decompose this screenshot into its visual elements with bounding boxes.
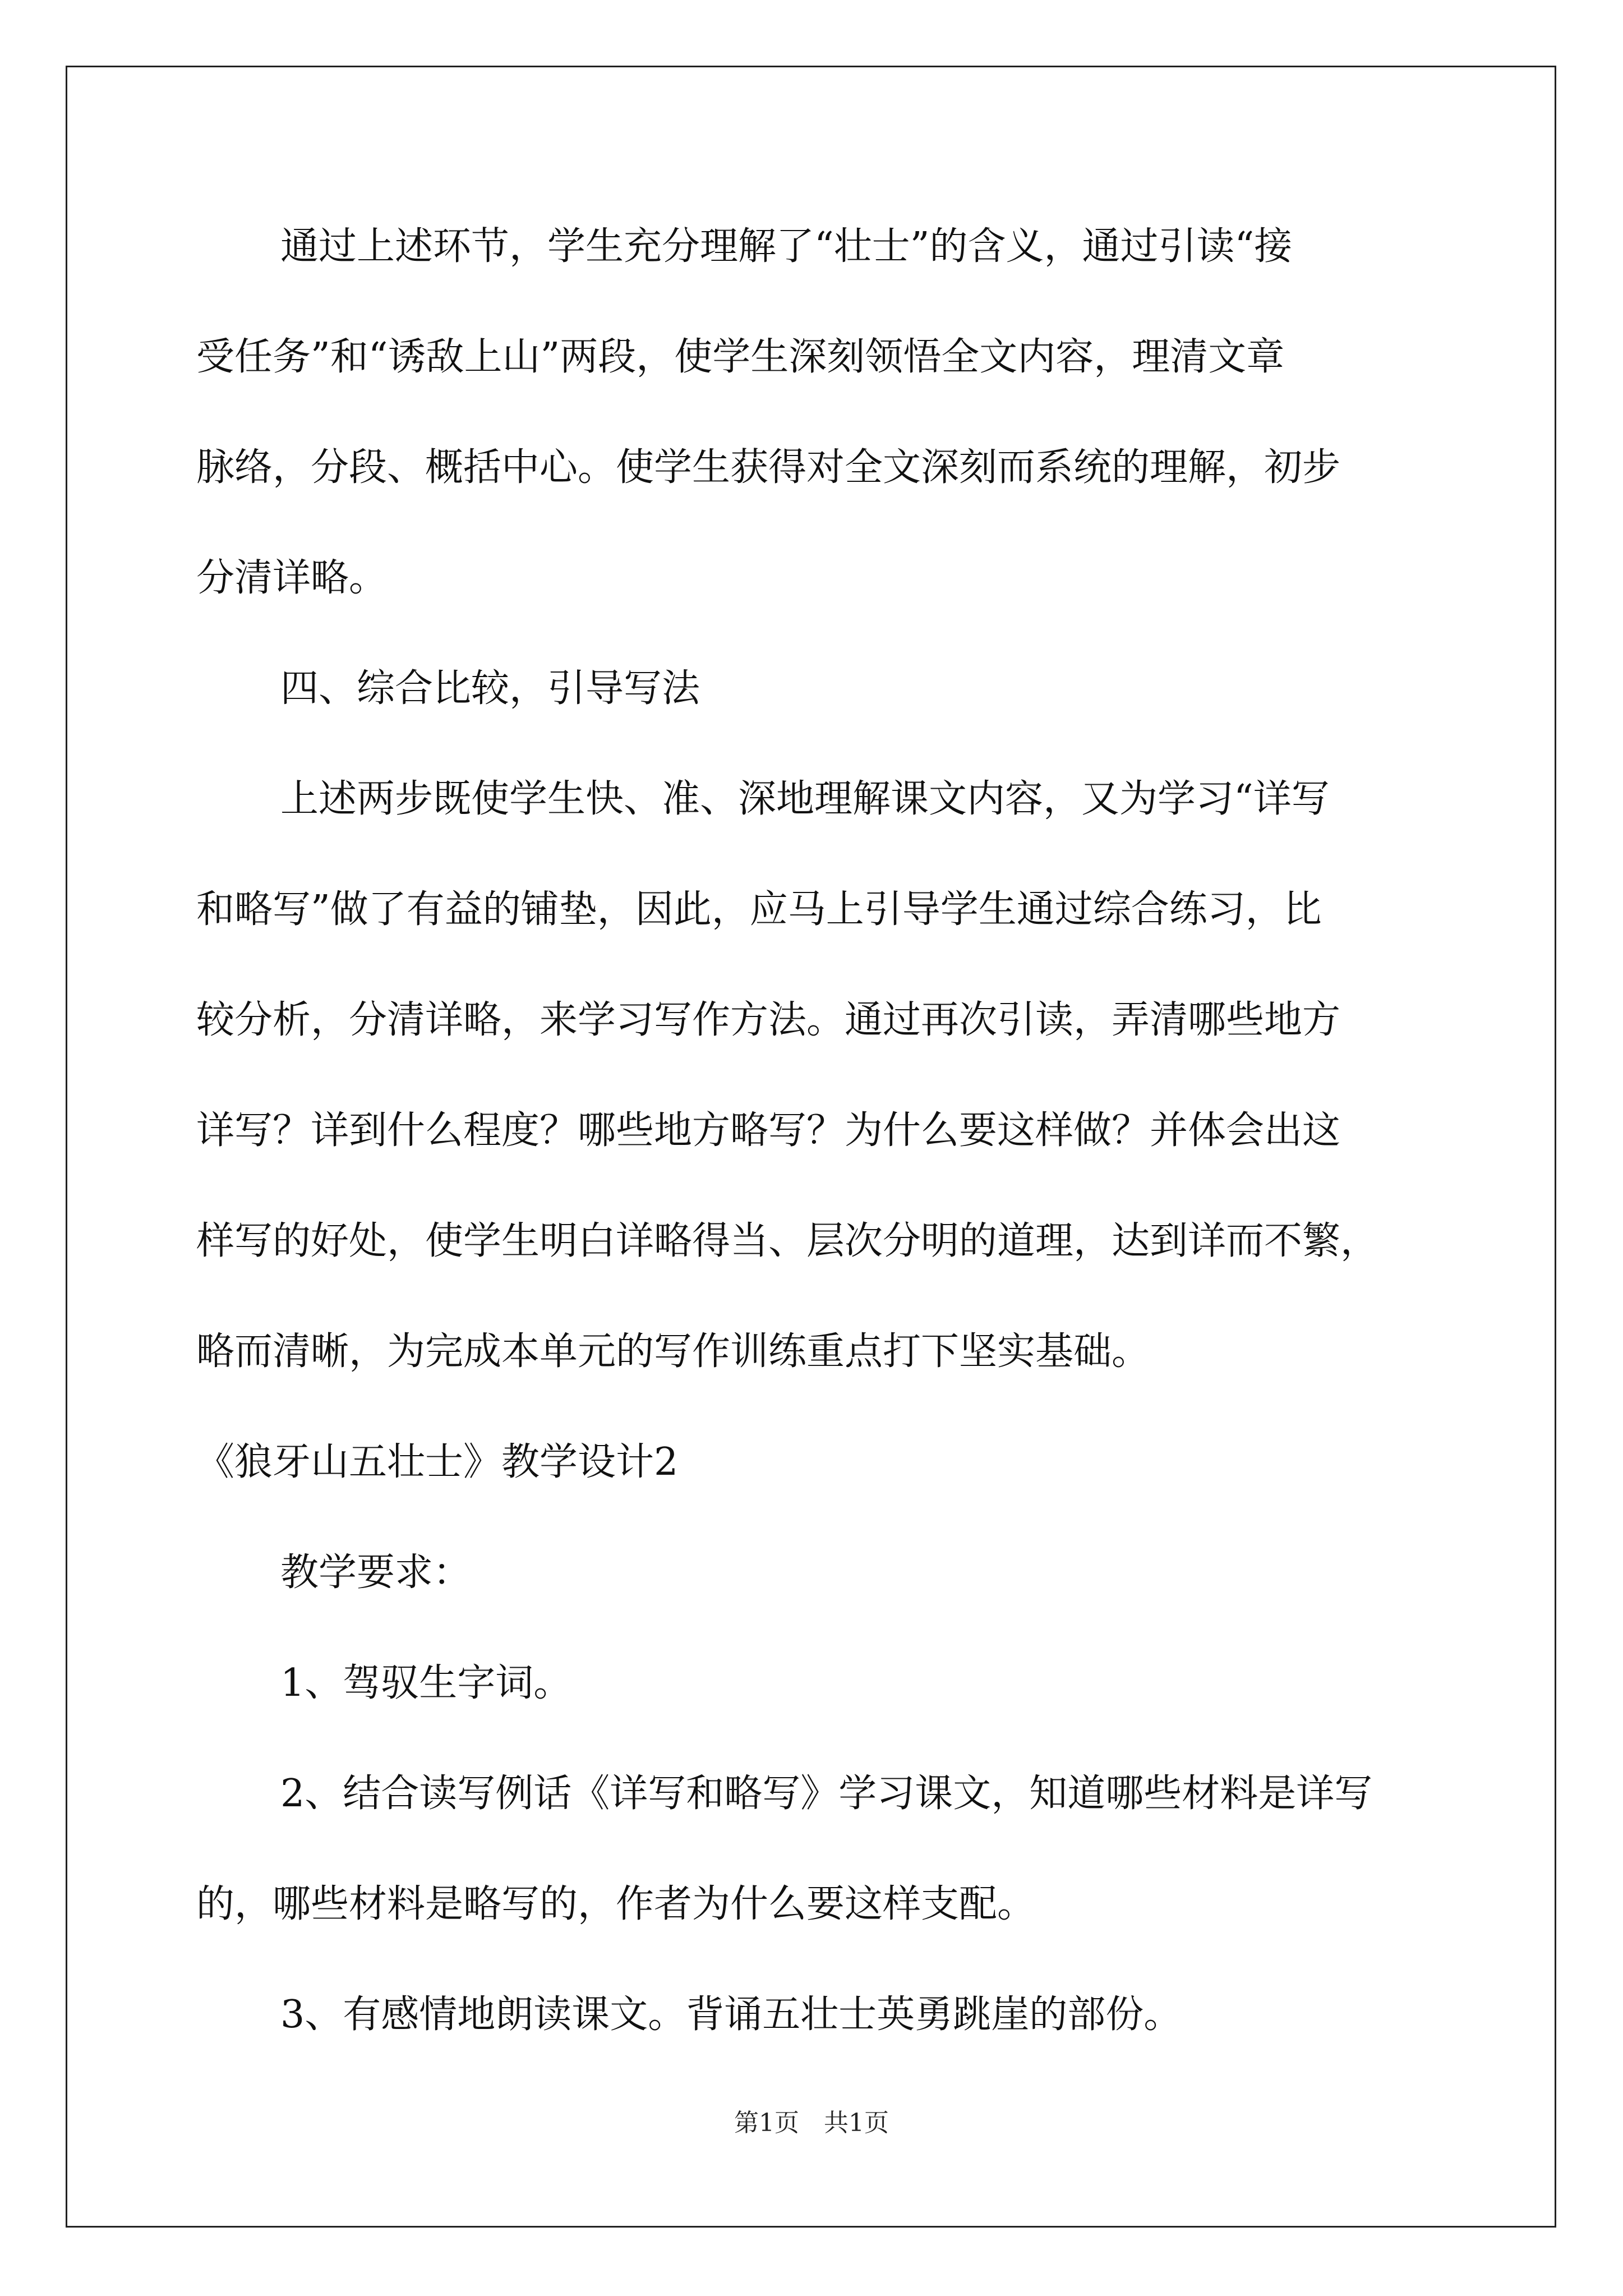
list-item-continued: 的，哪些材料是略写的，作者为什么要这样支配。 bbox=[196, 1882, 1036, 1926]
page-footer: 第1页 共1页 bbox=[734, 2109, 889, 2137]
document-title: 《狼牙山五壮士》教学设计2 bbox=[196, 1440, 679, 1484]
paragraph-line: 详写？详到什么程度？哪些地方略写？为什么要这样做？并体会出这 bbox=[196, 1108, 1341, 1153]
paragraph-line: 脉络，分段、概括中心。使学生获得对全文深刻而系统的理解，初步 bbox=[196, 445, 1341, 490]
section-heading: 教学要求： bbox=[280, 1550, 472, 1595]
paragraph-line: 上述两步既使学生快、准、深地理解课文内容，又为学习“详写 bbox=[280, 777, 1330, 821]
paragraph-line: 分清详略。 bbox=[196, 556, 388, 600]
paragraph-line: 受任务”和“诱敌上山”两段，使学生深刻领悟全文内容，理清文章 bbox=[196, 335, 1285, 379]
paragraph-line: 通过上述环节，学生充分理解了“壮士”的含义，通过引读“接 bbox=[280, 224, 1293, 269]
section-heading: 四、综合比较，引导写法 bbox=[280, 666, 700, 711]
paragraph-line: 略而清晰，为完成本单元的写作训练重点打下坚实基础。 bbox=[196, 1329, 1150, 1374]
list-item: 2、结合读写例话《详写和略写》学习课文，知道哪些材料是详写 bbox=[280, 1772, 1373, 1816]
paragraph-line: 和略写”做了有益的铺垫，因此，应马上引导学生通过综合练习，比 bbox=[196, 887, 1322, 932]
paragraph-line: 较分析，分清详略，来学习写作方法。通过再次引读，弄清哪些地方 bbox=[196, 998, 1341, 1042]
paragraph-line: 样写的好处，使学生明白详略得当、层次分明的道理，达到详而不繁， bbox=[196, 1219, 1379, 1263]
list-item: 1、驾驭生字词。 bbox=[280, 1661, 572, 1705]
list-item: 3、有感情地朗读课文。背诵五壮士英勇跳崖的部份。 bbox=[280, 1993, 1182, 2037]
